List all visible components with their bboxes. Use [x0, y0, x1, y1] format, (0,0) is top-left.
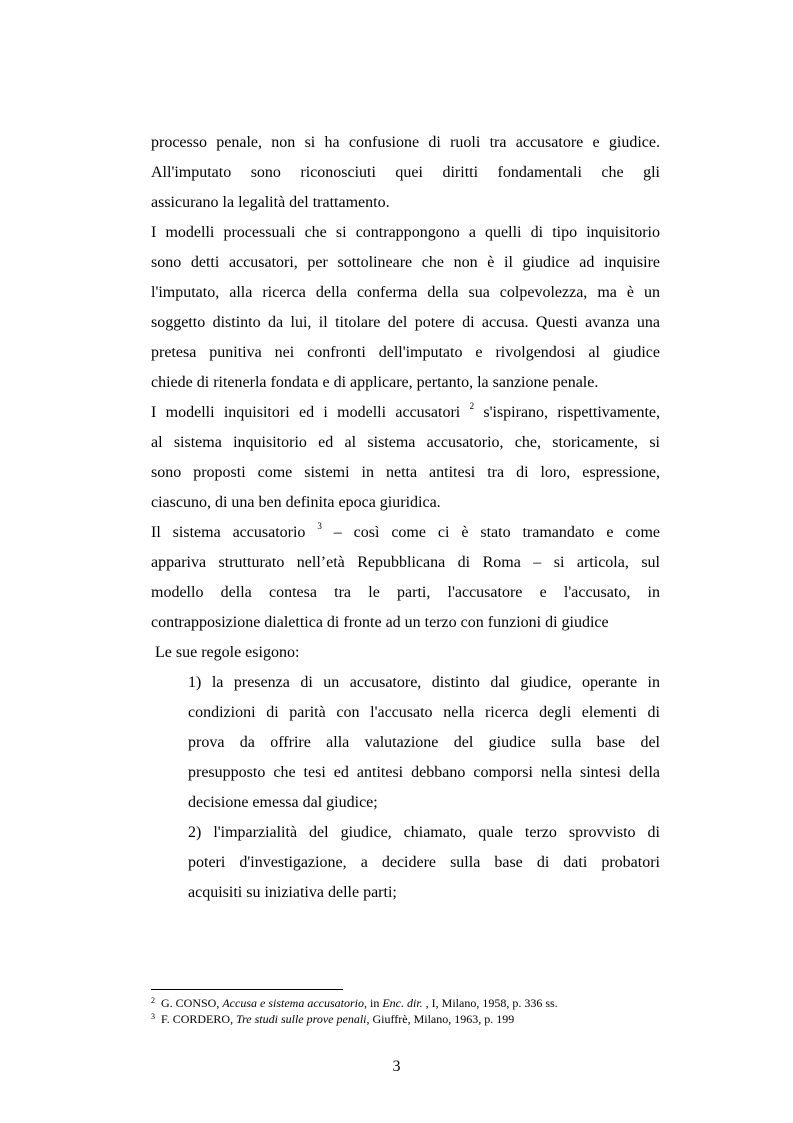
line-text: Il sistema accusatorio [151, 524, 306, 541]
paragraph-line: assicurano la legalità del trattamento. [151, 194, 390, 211]
paragraph-line: Le sue regole esigono: [151, 644, 300, 661]
list-item-line: 1) la presenza di un accusatore, distinto dal giudice, operante in [188, 674, 660, 691]
paragraph-line: sono proposti come sistemi in netta antitesi tra di loro, espressione, [151, 464, 660, 481]
footnote-author: F. CORDERO [161, 1012, 231, 1026]
line-text: I modelli inquisitori ed i modelli accusatori [151, 404, 461, 421]
paragraph-line: appariva strutturato nell’età Repubblicana di Roma – si articola, sul [151, 554, 660, 571]
footnote-author: G. CONSO [161, 996, 217, 1010]
list-item-line: 2) l'imparzialità del giudice, chiamato, quale terzo sprovvisto di [188, 824, 660, 841]
paragraph-line: All'imputato sono riconosciuti quei diritti fondamentali che gli [151, 164, 660, 181]
page-number: 3 [392, 1058, 401, 1075]
paragraph-line: I modelli processuali che si contrappongono a quelli di tipo inquisitorio [151, 224, 660, 241]
paragraph-line: soggetto distinto da lui, il titolare del potere di accusa. Questi avanza una [151, 314, 660, 331]
footnote-ref[interactable]: 2 [469, 401, 475, 411]
list-item-line: condizioni di parità con l'accusato nella ricerca degli elementi di [188, 704, 660, 721]
paragraph-line [151, 523, 660, 543]
line-text: s'ispirano, rispettivamente, [483, 404, 661, 421]
list-item-line: prova da offrire alla valutazione del giudice sulla base del [188, 734, 660, 751]
list-item-line: decisione emessa dal giudice; [188, 794, 378, 811]
paragraph-line: chiede di ritenerla fondata e di applicare, pertanto, la sanzione penale. [151, 374, 599, 391]
footnote-number: 3 [151, 1012, 155, 1021]
paragraph-line: sono detti accusatori, per sottolineare che non è il giudice ad inquisire [151, 254, 660, 271]
paragraph-line: pretesa punitiva nei confronti dell'imputato e rivolgendosi al giudice [151, 344, 660, 361]
list-item-line: acquisiti su iniziativa delle parti; [188, 884, 397, 901]
paragraph-line: modello della contesa tra le parti, l'accusatore e l'accusato, in [151, 584, 660, 601]
footnote-text: , in [363, 996, 383, 1010]
paragraph-line: processo penale, non si ha confusione di ruoli tra accusatore e giudice. [151, 134, 660, 151]
footnote-text: , Giuffrè, Milano, 1963, p. 199 [366, 1012, 515, 1026]
footnote-2: $^2$ G. CONSO, Accusa e sistema accusatorio, in Enc. dir. , I, Milano, 1958, p. 336 ss. [151, 996, 558, 1010]
paragraph-line: contrapposizione dialettica di fronte ad un terzo con funzioni di giudice [151, 614, 609, 631]
paragraph-line: ciascuno, di una ben definita epoca giuridica. [151, 494, 441, 511]
list-item-line: presupposto che tesi ed antitesi debbano comporsi nella sintesi della [188, 764, 660, 781]
footnote-title: Tre studi sulle prove penali [236, 1012, 367, 1026]
footnote-number: 2 [151, 996, 155, 1005]
list-item-line: poteri d'investigazione, a decidere sulla base di dati probatori [188, 854, 660, 871]
footnote-ref[interactable]: 3 [317, 521, 322, 531]
paragraph-line: al sistema inquisitorio ed al sistema accusatorio, che, storicamente, si [151, 434, 660, 451]
footnote-separator [151, 989, 343, 990]
footnote-source: Enc. dir. [382, 996, 423, 1010]
line-text: – così come ci è stato tramandato e come [333, 524, 660, 541]
footnote-3: $^3$ F. CORDERO, Tre studi sulle prove penali, Giuffrè, Milano, 1963, p. 199 [151, 1012, 515, 1026]
footnote-text: , I, Milano, 1958, p. 336 ss. [422, 996, 558, 1010]
paragraph-line: l'imputato, alla ricerca della conferma della sua colpevolezza, ma è un [151, 284, 660, 301]
footnote-title: Accusa e sistema accusatorio [222, 996, 364, 1010]
paragraph-line [151, 403, 660, 423]
